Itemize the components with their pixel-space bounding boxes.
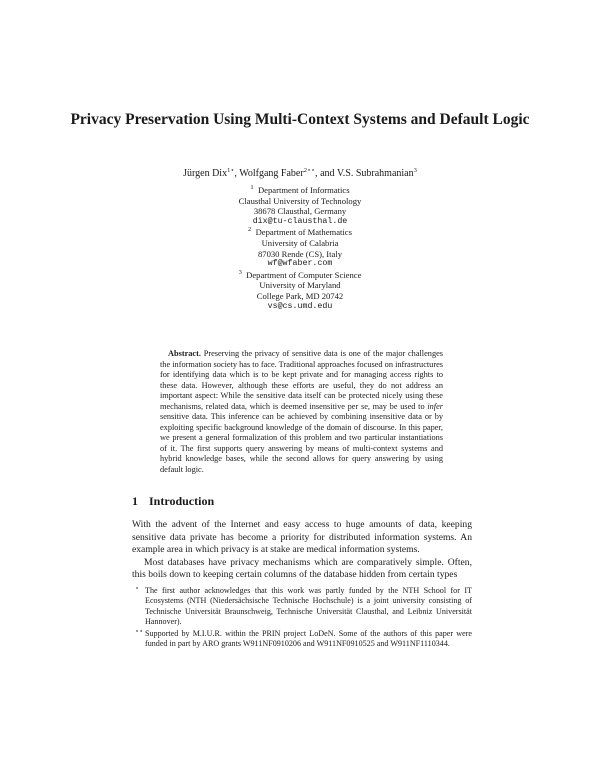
footnote xyxy=(132,586,472,627)
section-heading xyxy=(132,494,214,508)
author-separator: , and xyxy=(315,168,337,179)
paragraph: With the advent of the Internet and easy access to huge amounts of data, keeping sensitive data private has become a priority for distributed information systems. An example area in which privacy is at stake are medical information systems. xyxy=(132,519,472,555)
author-name: Wolfgang Faber xyxy=(239,168,304,179)
footnote-mark: ⋆ xyxy=(135,585,140,592)
author-marks: 2⋆⋆ xyxy=(303,167,316,174)
footnote xyxy=(132,629,472,650)
author-name: Jürgen Dix xyxy=(183,168,228,179)
author-marks: 1⋆ xyxy=(227,167,235,174)
paper-title: Privacy Preservation Using Multi-Context Systems and Default Logic xyxy=(70,111,530,128)
affiliation-dept: Department of Mathematics xyxy=(255,227,352,238)
affiliation-line xyxy=(0,270,600,281)
affiliation-block xyxy=(0,185,600,227)
affiliation-block xyxy=(0,227,600,269)
affiliation-email: vs@cs.umd.edu xyxy=(267,301,333,311)
section-title: Introduction xyxy=(149,494,215,508)
affiliation-line: 38678 Clausthal, Germany xyxy=(253,206,347,217)
abstract xyxy=(160,349,443,476)
paragraph: Most databases have privacy mechanisms which are comparatively simple. Often, this boils down to keeping certain columns of the database hidden from certain types xyxy=(132,556,472,580)
affiliation-line: Clausthal University of Technology xyxy=(238,195,362,206)
author-name: V.S. Subrahmanian xyxy=(336,168,414,179)
abstract-label: Abstract. xyxy=(168,349,201,358)
author-line xyxy=(0,167,600,180)
affiliation-number: 1 xyxy=(250,184,254,191)
affiliation-dept: Department of Informatics xyxy=(257,185,350,195)
affiliation-line xyxy=(0,185,600,196)
affiliations xyxy=(0,185,600,312)
affiliation-dept: Department of Computer Science xyxy=(246,269,362,280)
body-text xyxy=(132,519,472,582)
footnote-text: The first author acknowledges that this work was partly funded by the NTH School for IT Ecosystems (NTH (Niedersächsische Technische Hochschule) is a joint university consisting of Technische Universität Braunschweig, Technische Universität Clausthal, and Leibniz Universität Hannover). xyxy=(145,586,472,626)
affiliation-line: University of Calabria xyxy=(261,237,339,248)
affiliation-number: 3 xyxy=(238,268,242,276)
footnotes xyxy=(132,586,472,652)
affiliation-line: College Park, MD 20742 xyxy=(256,290,344,301)
affiliation-block xyxy=(0,270,600,312)
author-separator: , xyxy=(234,168,240,179)
affiliation-line: 87030 Rende (CS), Italy xyxy=(257,248,343,259)
affiliation-line xyxy=(0,227,600,238)
affiliation-email: dix@tu-clausthal.de xyxy=(252,216,348,226)
section-number: 1 xyxy=(132,494,138,508)
abstract-text: sensitive data. This inference can be achieved by combining insensitive data or by exploiting specific background knowledge of the domain of discourse. In this paper, we present a general formalization of this problem and two particular instantiations of it. The first supports query answering by means of multi-context systems and hybrid knowledge bases, while the second allows for query answering by using default logic. xyxy=(160,412,443,475)
affiliation-number: 2 xyxy=(248,226,252,234)
abstract-emphasis: infer xyxy=(427,401,443,411)
abstract-text: Preserving the privacy of sensitive data is one of the major challenges the information society has to face. Traditional approaches focused on infrastructures for identifying data which is to be kept private and for managing access rights to these data. However, although these efforts are useful, they do not address an important aspect: While the sensitive data itself can be protected nicely using these mechanisms, related data, which is deemed insensitive per se, may be used to xyxy=(160,349,444,411)
affiliation-line: University of Maryland xyxy=(259,280,341,291)
footnote-text: Supported by M.I.U.R. within the PRIN project LoDeN. Some of the authors of this paper were funded in part by ARO grants W911NF0910206 and W911NF0910525 and W911NF1110344. xyxy=(145,629,472,649)
author-marks: 3 xyxy=(413,167,417,174)
affiliation-email: wf@wfaber.com xyxy=(267,259,333,269)
footnote-mark: ⋆⋆ xyxy=(135,628,144,636)
